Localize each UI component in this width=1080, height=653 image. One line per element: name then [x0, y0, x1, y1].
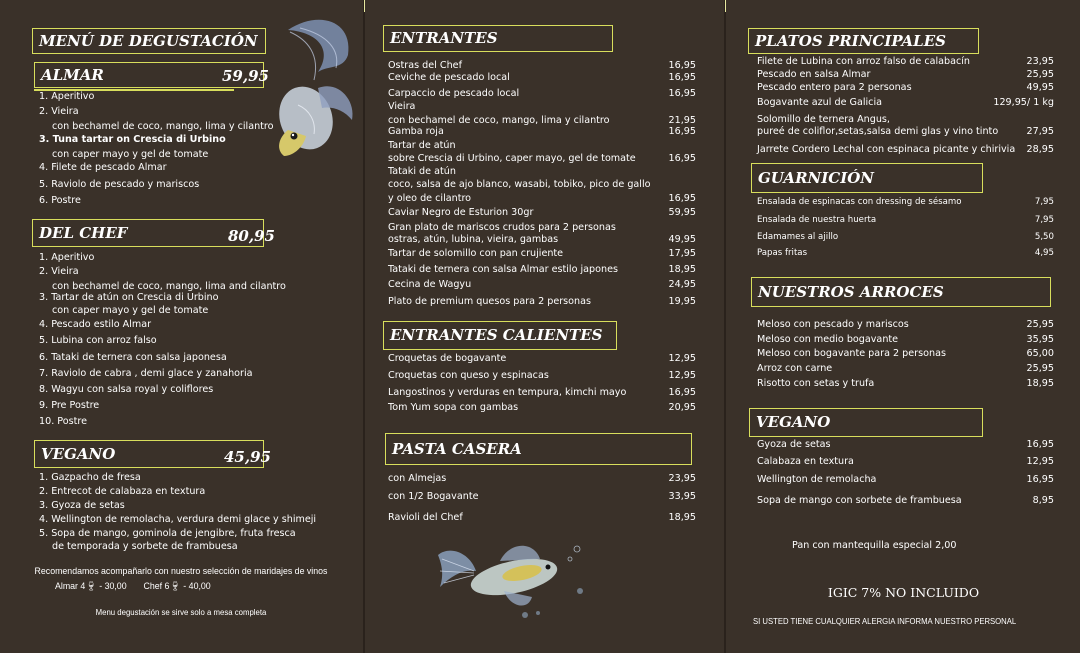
menu-item-price: 23,95 — [1026, 56, 1054, 67]
menu-item-price: 4,95 — [1034, 248, 1054, 258]
menu-item-price: 16,95 — [668, 88, 696, 99]
menu-item-name: Langostinos y verduras en tempura, kimchi mayo — [388, 387, 627, 398]
entrantes-heading-box — [383, 25, 613, 52]
menu-item-name: Ostras del Chef — [388, 60, 462, 71]
vegano-menu-item: 4. Wellington de remolacha, verdura demi glace y shimeji — [39, 514, 317, 525]
menu-item-name: Caviar Negro de Esturion 30gr — [388, 207, 534, 218]
almar-item: con bechamel de coco, mango, lima y cilantro — [52, 121, 274, 132]
menu-item-name: sobre Crescia di Urbino, caper mayo, gel de tomate — [388, 153, 636, 164]
menu-item-name: Jarrete Cordero Lechal con espinaca picante y chirivia — [757, 144, 1016, 155]
menu-item-price: 23,95 — [668, 473, 696, 484]
menu-item-name: Arroz con carne — [757, 363, 833, 374]
pasta-heading-box — [385, 433, 692, 465]
menu-item-name: y oleo de cilantro — [388, 193, 472, 204]
starters-panel — [366, 0, 722, 653]
wine-almar-price: - 30,00 — [96, 581, 127, 591]
vegano-menu-price: 45,95 — [224, 448, 271, 466]
menu-item-price: 17,95 — [668, 248, 696, 259]
wine-glass-icon: 🍷︎ — [85, 581, 97, 591]
menu-item-name: Meloso con medio bogavante — [757, 334, 899, 345]
menu-item-name: Ensalada de nuestra huerta — [757, 215, 877, 225]
chef-item: 8. Wagyu con salsa royal y coliflores — [39, 384, 214, 395]
fold-mark-1 — [364, 0, 365, 12]
menu-item-price: 18,95 — [668, 512, 696, 523]
chef-item: 5. Lubina con arroz falso — [39, 335, 157, 346]
arroces-heading: NUESTROS ARROCES — [758, 282, 944, 301]
menu-item-price: 49,95 — [1026, 82, 1054, 93]
guarnicion-heading-box — [751, 163, 983, 193]
menu-item-name: con Almejas — [388, 473, 447, 484]
entrantes-calientes-heading-box — [383, 321, 617, 350]
vegano-menu-item: 5. Sopa de mango, gominola de jengibre, fruta fresca — [39, 528, 296, 539]
menu-item-name: Plato de premium quesos para 2 personas — [388, 296, 592, 307]
menu-item-price: 7,95 — [1034, 215, 1054, 225]
menu-item-price: 21,95 — [668, 115, 696, 126]
pasta-heading: PASTA CASERA — [392, 439, 522, 458]
menu-item-price: 24,95 — [668, 279, 696, 290]
menu-item-name: Croquetas con queso y espinacas — [388, 370, 549, 381]
menu-item-name: Edamames al ajillo — [757, 232, 839, 242]
menu-item-name: Papas fritas — [757, 248, 808, 258]
menu-item-name: Ravioli del Chef — [388, 512, 463, 523]
menu-item-price: 16,95 — [668, 72, 696, 83]
vegano-menu-item: 1. Gazpacho de fresa — [39, 472, 141, 483]
menu-item-name: Tom Yum sopa con gambas — [388, 402, 519, 413]
menu-item-price: 16,95 — [668, 193, 696, 204]
vegano-heading-box — [749, 408, 983, 437]
tasting-menu-title-box — [32, 28, 266, 54]
full-table-note: Menu degustación se sirve solo a mesa completa — [95, 608, 267, 617]
menu-item-price: 5,50 — [1034, 232, 1054, 242]
koi-fish-illustration — [430, 535, 586, 627]
menu-item-name: Risotto con setas y trufa — [757, 378, 875, 389]
menu-item-price: 16,95 — [668, 387, 696, 398]
menu-item-name: Meloso con pescado y mariscos — [757, 319, 909, 330]
vegano-menu-item: de temporada y sorbete de frambuesa — [52, 541, 238, 552]
menu-item-name: Solomillo de ternera Angus, — [757, 114, 890, 125]
chef-item: 6. Tataki de ternera con salsa japonesa — [39, 352, 227, 363]
chef-item: 10. Postre — [39, 416, 88, 427]
menu-item-price: 33,95 — [668, 491, 696, 502]
menu-item-name: Sopa de mango con sorbete de frambuesa — [757, 495, 962, 506]
tasting-menu-panel — [0, 0, 362, 653]
menu-item-price: 8,95 — [1032, 495, 1054, 506]
almar-price: 59,95 — [222, 67, 269, 85]
menu-item-name: Pescado entero para 2 personas — [757, 82, 912, 93]
igic-note: IGIC 7% NO INCLUIDO — [827, 585, 980, 600]
menu-item-name: con 1/2 Bogavante — [388, 491, 479, 502]
bread-line: Pan con mantequilla especial 2,00 — [792, 540, 957, 551]
menu-item-price: 65,00 — [1026, 348, 1054, 359]
arroces-heading-box — [751, 277, 1051, 307]
allergy-note: SI USTED TIENE CUALQUIER ALERGIA INFORMA NUESTRO PERSONAL — [753, 616, 1017, 626]
wine-pairing-prices — [55, 581, 211, 592]
chef-item: 1. Aperitivo — [39, 252, 95, 263]
menu-item-name: Wellington de remolacha — [757, 474, 877, 485]
menu-item-price: 12,95 — [668, 353, 696, 364]
menu-item-name: Gyoza de setas — [757, 439, 831, 450]
wine-almar-label: Almar 4 — [55, 581, 86, 591]
menu-item-price: 27,95 — [1026, 126, 1054, 137]
fold-line-1 — [363, 0, 365, 653]
guarnicion-heading: GUARNICIÓN — [758, 168, 874, 187]
chef-item: 4. Pescado estilo Almar — [39, 319, 152, 330]
menu-item-price: 16,95 — [668, 153, 696, 164]
menu-item-name: Pescado en salsa Almar — [757, 69, 871, 80]
menu-item-name: Ceviche de pescado local — [388, 72, 510, 83]
menu-item-price: 25,95 — [1026, 363, 1054, 374]
menu-item-price: 129,95/ 1 kg — [993, 97, 1054, 108]
menu-item-name: Bogavante azul de Galicia — [757, 97, 882, 108]
entrantes-heading: ENTRANTES — [390, 29, 498, 47]
menu-item-name: Tartar de solomillo con pan crujiente — [388, 248, 564, 259]
chef-item: 7. Raviolo de cabra , demi glace y zanahoria — [39, 368, 253, 379]
wine-chef-price: - 40,00 — [180, 581, 211, 591]
menu-item-name: Tataki de ternera con salsa Almar estilo japones — [388, 264, 618, 275]
menu-item-name: Meloso con bogavante para 2 personas — [757, 348, 946, 359]
menu-item-name: Tartar de atún — [388, 140, 456, 151]
principales-heading: PLATOS PRINCIPALES — [755, 31, 946, 50]
almar-item: con caper mayo y gel de tomate — [52, 149, 209, 160]
almar-item: 6. Postre — [39, 195, 81, 206]
menu-item-price: 59,95 — [668, 207, 696, 218]
menu-item-name: coco, salsa de ajo blanco, wasabi, tobiko, pico de gallo — [388, 179, 651, 190]
menu-item-price: 16,95 — [668, 60, 696, 71]
menu-item-name: Cecina de Wagyu — [388, 279, 472, 290]
menu-item-name: Filete de Lubina con arroz falso de calabacín — [757, 56, 971, 67]
chef-item: con caper mayo y gel de tomate — [52, 305, 209, 316]
vegano-heading: VEGANO — [756, 413, 831, 431]
menu-item-price: 12,95 — [668, 370, 696, 381]
menu-item-price: 25,95 — [1026, 319, 1054, 330]
fold-line-2 — [724, 0, 726, 653]
menu-item-name: Carpaccio de pescado local — [388, 88, 520, 99]
chef-price: 80,95 — [228, 227, 275, 245]
menu-item-price: 16,95 — [1026, 439, 1054, 450]
almar-item: 4. Filete de pescado Almar — [39, 162, 167, 173]
chef-item: 2. Vieira — [39, 266, 79, 277]
wine-pairing-note: Recomendamos acompañarlo con nuestro selección de maridajes de vinos — [34, 566, 328, 576]
menu-item-name: pureé de coliflor,setas,salsa demi glas y vino tinto — [757, 126, 999, 137]
menu-item-price: 16,95 — [668, 126, 696, 137]
menu-item-price: 20,95 — [668, 402, 696, 413]
wine-glass-icon: 🍷︎ — [169, 581, 181, 591]
menu-item-name: Ensalada de espinacas con dressing de sésamo — [757, 197, 962, 207]
wine-chef-label: Chef 6 — [143, 581, 170, 591]
menu-item-price: 19,95 — [668, 296, 696, 307]
menu-item-name: Calabaza en textura — [757, 456, 854, 467]
menu-item-name: Vieira — [388, 101, 416, 112]
menu-item-price: 28,95 — [1026, 144, 1054, 155]
fold-mark-2 — [725, 0, 726, 12]
entrantes-calientes-heading: ENTRANTES CALIENTES — [390, 326, 603, 344]
almar-item: 3. Tuna tartar on Crescia di Urbino — [39, 134, 226, 145]
principales-heading-box — [748, 28, 979, 54]
chef-item: con bechamel de coco, mango, lima and cilantro — [52, 281, 286, 292]
chef-item: 9. Pre Postre — [39, 400, 100, 411]
menu-item-name: Croquetas de bogavante — [388, 353, 507, 364]
menu-item-name: ostras, atún, lubina, vieira, gambas — [388, 234, 559, 245]
chef-heading: DEL CHEF — [39, 223, 128, 242]
almar-item: 5. Raviolo de pescado y mariscos — [39, 179, 200, 190]
menu-item-name: Tataki de atún — [388, 166, 456, 177]
vegano-menu-heading: VEGANO — [41, 444, 116, 463]
menu-item-price: 18,95 — [668, 264, 696, 275]
almar-item: 1. Aperitivo — [39, 91, 95, 102]
menu-item-name: Gran plato de mariscos crudos para 2 personas — [388, 222, 616, 233]
tasting-menu-title: MENÚ DE DEGUSTACIÓN — [39, 31, 258, 50]
menu-item-price: 12,95 — [1026, 456, 1054, 467]
vegano-menu-item: 3. Gyoza de setas — [39, 500, 125, 511]
almar-item: 2. Vieira — [39, 106, 79, 117]
menu-item-price: 7,95 — [1034, 197, 1054, 207]
menu-item-price: 49,95 — [668, 234, 696, 245]
menu-item-price: 16,95 — [1026, 474, 1054, 485]
chef-item: 3. Tartar de atún on Crescia di Urbino — [39, 292, 219, 303]
menu-item-name: con bechamel de coco, mango, lima y cilantro — [388, 115, 610, 126]
menu-item-price: 35,95 — [1026, 334, 1054, 345]
main-dishes-panel — [727, 0, 1080, 653]
menu-item-price: 18,95 — [1026, 378, 1054, 389]
menu-item-name: Gamba roja — [388, 126, 444, 137]
vegano-menu-item: 2. Entrecot de calabaza en textura — [39, 486, 206, 497]
almar-heading: ALMAR — [41, 65, 104, 84]
menu-item-price: 25,95 — [1026, 69, 1054, 80]
